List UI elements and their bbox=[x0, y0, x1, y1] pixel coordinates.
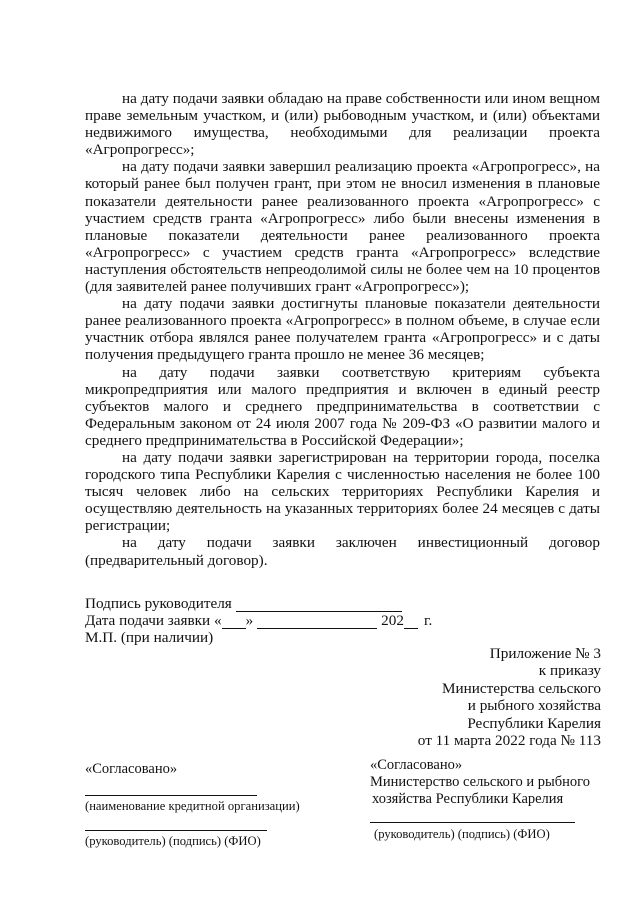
appendix-order: к приказу bbox=[538, 662, 601, 680]
date-year: 202 bbox=[381, 612, 404, 629]
bank-name-field[interactable] bbox=[85, 778, 257, 796]
seal-note: М.П. (при наличии) bbox=[85, 629, 214, 646]
agreed-bank-title: «Согласовано» bbox=[85, 761, 178, 777]
bank-signatory-field[interactable] bbox=[85, 814, 267, 831]
ministry-name-line2: хозяйства Республики Карелия bbox=[372, 791, 564, 807]
bank-signatory-caption: (руководитель) (подпись) (ФИО) bbox=[85, 834, 261, 848]
date-month-field[interactable] bbox=[257, 616, 377, 629]
appendix-republic: Республики Карелия bbox=[467, 714, 601, 732]
ministry-signatory-caption: (руководитель) (подпись) (ФИО) bbox=[374, 827, 550, 841]
paragraph-land-ownership: на дату подачи заявки обладаю на праве собственности или ином вещном праве земельным участком, и (или) рыбоводным участком, и (или) объектами недвижимого имущества, необходимыми для реализации проекта «Агропрогресс»; bbox=[85, 90, 600, 159]
ministry-name-line1: Министерство сельского и рыбного bbox=[370, 774, 590, 790]
appendix-date: от 11 марта 2022 года № 113 bbox=[417, 732, 601, 750]
agreed-ministry-title: «Согласовано» bbox=[370, 757, 463, 773]
signature-row bbox=[85, 595, 445, 612]
date-year-field[interactable] bbox=[404, 616, 418, 629]
paragraph-previous-project: на дату подачи заявки завершил реализацию проекта «Агропрогресс», на который ранее был получен грант, при этом не вносил изменения в плановые показатели деятельности ранее реализованного проекта «Агропрогресс» с участием средств гранта «Агропрогресс» либо были внесены изменения в плановые показатели деятельности ранее реализованного проекта «Агропрогресс» с участием средств гранта «Агропрогресс» вследствие наступления обстоятельств непреодолимой силы не более чем на 10 процентов (для заявителей ранее получивших грант «Агропрогресс»); bbox=[85, 158, 600, 296]
paragraph-small-business: на дату подачи заявки соответствую критериям субъекта микропредприятия или малого предприятия и включен в единый реестр субъектов малого и среднего предпринимательства в соответствии с Федеральным законом от 24 июля 2007 года № 209-ФЗ «О развитии малого и среднего предпринимательства в Российской Федерации»; bbox=[85, 363, 600, 449]
signature-block bbox=[85, 595, 445, 646]
agreed-ministry-block bbox=[370, 757, 610, 843]
date-suffix: г. bbox=[423, 612, 433, 629]
date-row bbox=[85, 612, 445, 629]
bank-name-caption: (наименование кредитной организации) bbox=[85, 799, 300, 813]
date-mid: » bbox=[245, 612, 254, 629]
signature-label: Подпись руководителя bbox=[85, 595, 232, 612]
appendix-ministry-line1: Министерства сельского bbox=[441, 679, 601, 697]
paragraph-investment-contract: на дату подачи заявки заключен инвестиционный договор (предварительный договор). bbox=[85, 534, 600, 569]
declaration-body bbox=[85, 90, 600, 569]
ministry-signatory-field[interactable] bbox=[370, 808, 575, 823]
appendix-header bbox=[341, 645, 601, 749]
appendix-ministry-line2: и рыбного хозяйства bbox=[467, 697, 601, 715]
date-prefix: Дата подачи заявки « bbox=[85, 612, 222, 629]
paragraph-registration: на дату подачи заявки зарегистрирован на территории города, поселка городского типа Республики Карелия с численностью населения не более 100 тысяч человек либо на сельских территориях Республики Карелия и осуществляю деятельность на указанных территориях более 24 месяцев с даты регистрации; bbox=[85, 448, 600, 535]
paragraph-planned-indicators: на дату подачи заявки достигнуты плановые показатели деятельности ранее реализованного проекта «Агропрогресс» в полном объеме, в случае если участник отбора являлся ранее получателем гранта «Агропрогресс» и с даты получения предыдущего гранта прошло не менее 36 месяцев; bbox=[85, 295, 600, 364]
appendix-number: Приложение № 3 bbox=[489, 645, 601, 662]
date-day-field[interactable] bbox=[222, 616, 246, 629]
signature-field[interactable] bbox=[236, 599, 402, 612]
agreed-bank-block bbox=[85, 761, 325, 849]
